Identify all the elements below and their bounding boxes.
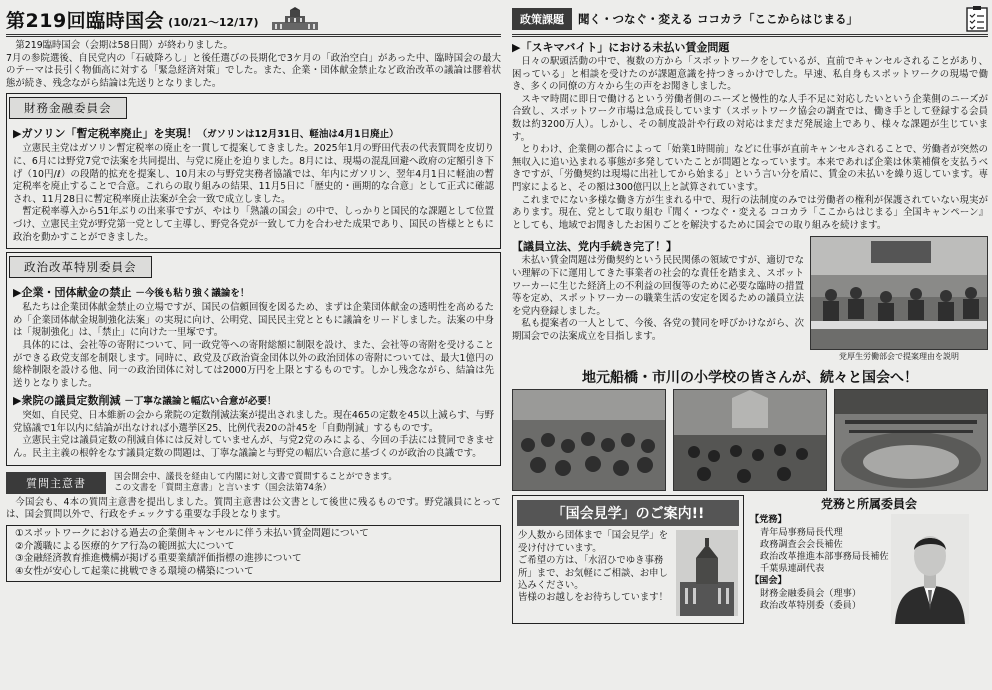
spot-work-paragraph-1: 日々の駅頭活動の中で、複数の方から「スポットワークをしているが、直前でキャンセルされることがあり、困っている」と相談を受けたのが課題意識を持つきっかけでした。早速、私自身もスポットワークの現場で働き、多くの同僚の方々から生の声をお聞きしました。 bbox=[512, 56, 988, 93]
diet-building-photo bbox=[676, 530, 738, 616]
donation-heading-text: ▶企業・団体献金の禁止 bbox=[13, 286, 132, 300]
gasoline-paragraph-1: 立憲民主党はガソリン暫定税率の廃止を一貫して提案してきました。2025年1月の野田代表の代表質問を皮切りに、6月には野党7党で法案を共同提出、与党に廃止を迫りました。8月には、現場の混乱回避へ政府の定額引き下げ（10円/ℓ）の段階的拡充を提案し、10月末の与野党実務者協議では、年内にガソリン、翌年4月1日に軽油の暫定税率を廃止することで合意。これらの取り組みの結果、11月5日に「歴史的・画期的な合意」として正式に確認され、11月28日に暫定税率廃止法案が全会一致で成立しました。 bbox=[13, 143, 494, 205]
party-roles-body bbox=[750, 514, 988, 624]
donation-heading bbox=[13, 285, 494, 301]
meeting-photo bbox=[810, 236, 988, 350]
diet-tour-box bbox=[512, 495, 744, 624]
seat-reduction-heading bbox=[13, 393, 494, 409]
political-reform-section bbox=[6, 252, 501, 466]
questions-list bbox=[6, 525, 501, 582]
bottom-row bbox=[512, 495, 988, 624]
member-portrait bbox=[891, 514, 969, 624]
donation-paragraph-2: 具体的には、会社等の寄附について、同一政党等への寄附総額に制限を設け、また、会社等の寄附を受けることができる政党支部を制限します。同時に、政党及び政治資金団体以外の政治団体の寄附については、最大1億円の総枠制限を設ける他、同一の政治団体に対しては2000万円を上限とするものです。しかし残念ながら、結論は先送りとなりました。 bbox=[13, 339, 494, 389]
spot-work-paragraph-2: スキマ時間に即日で働けるという労働者側のニーズと慢性的な人手不足に対応したいという企業側のニーズが合致し、スポットワーク市場は急成長しています（スポットワーク協会の調査では、働き手として登録する会員数は約3200万人）。しかし、その制度設計や行政の対応はまだまだ発展途上であり、様々な課題が生じています。 bbox=[512, 93, 988, 143]
party-label: 【党務】 bbox=[750, 514, 787, 526]
school-visit-banner: 地元船橋・市川の小学校の皆さんが、続々と国会へ！ bbox=[582, 370, 918, 387]
seat-reduction-paragraph-2: 立憲民主党は議員定数の削減自体には反対していませんが、与党2党のみによる、今回の手法には賛同できません。民主主義の根幹をなす議員定数の問題は、丁寧な議論と与野党の幅広い合意に基づくのが政治の良識です。 bbox=[13, 435, 494, 460]
party-roles-section bbox=[750, 495, 988, 624]
bill-section bbox=[512, 236, 988, 362]
party-roles-title: 党務と所属委員会 bbox=[820, 497, 917, 512]
list-item: ④女性が安心して起業に挑戦できる環境の構築について bbox=[15, 566, 254, 578]
seat-reduction-paragraph-1: 突如、自民党、日本維新の会から衆院の定数削減法案が提出されました。現在465の定数を45以上減らす、与野党協議で1年以内に結論が出なければ小選挙区25、比例代表20の計45を「自動削減」するものです。 bbox=[13, 410, 494, 434]
diet-building-icon bbox=[271, 7, 319, 31]
school-visit-photos bbox=[512, 389, 988, 491]
intro-text: 第219臨時国会（会期は58日間）が終わりました。 7月の参院選後、自民党内の「石破降ろし」と後任選びの長期化で3ケ月の「政治空白」があった中、臨時国会の最大のテーマは長引く物価高に対する「緊急経済対策」でした。また、企業・団体献金禁止など政治改革の議論は膠着状態が続き、残念ながら結論は先送りとなりました。 bbox=[6, 40, 501, 89]
bill-text-block bbox=[512, 236, 804, 362]
questions-tag: 質問主意書 bbox=[6, 472, 106, 494]
diet-tour-title: 「国会見学」のご案内!! bbox=[517, 500, 739, 526]
session-dates: (10/21～12/17) bbox=[168, 16, 259, 29]
policy-tag: 政策課題 bbox=[512, 8, 572, 30]
list-item: 千葉県連副代表 bbox=[760, 563, 825, 575]
questions-intro: 今国会も、4本の質問主意書を提出しました。質問主意書は公文書として後世に残るものです。野党議員にとっては、国会質問以外で、行政をチェックする重要な手段となります。 bbox=[6, 496, 501, 521]
spot-work-paragraph-3: とりわけ、企業側の都合によって「始業1時間前」などに仕事が直前キャンセルされることで、労働者が突然の無収入に追い込まれる事態が多発していたことが問題となっています。本来であれば企業は休業補償を支払うべきですが、「労働契約は現場に出社してから始まる」という言い分を盾に、賃金の未払いを繰り返しています。専門家によると、その額は300億円以上と試算されています。 bbox=[512, 144, 988, 193]
gasoline-heading-text: ▶ガソリン「暫定税率廃止」を実現！ bbox=[13, 127, 198, 141]
policy-campaign-title: 聞く・つなぐ・変える ココカラ「ここからはじまる」 bbox=[578, 12, 859, 26]
list-item: 政治改革特別委（委員） bbox=[760, 599, 862, 611]
finance-committee-banner: 財務金融委員会 bbox=[9, 97, 127, 119]
political-reform-banner: 政治改革特別委員会 bbox=[9, 256, 152, 278]
gasoline-paragraph-2: 暫定税率導入から51年ぶりの出来事ですが、やはり「熟議の国会」の中で、しっかりと国民的な課題として位置づけ、立憲民主党が野党第一党として主導し、野党各党が一致して力を合わせた成果であり、国民の皆様とともに政治を動かすことができました。 bbox=[13, 206, 494, 243]
right-column bbox=[512, 4, 988, 686]
spot-work-heading: ▶「スキマバイト」における未払い賃金問題 bbox=[512, 41, 730, 54]
donation-paragraph-1: 私たちは企業団体献金禁止の立場ですが、国民の信頼回復を図るため、まずは企業団体献金の透明性を高めるため「企業団体献金規制強化法案」の実現に向け、公明党、国民民主党とともに議論をリードしました。法案の中身は「規制強化」は、「禁止」に向けた一里塚です。 bbox=[13, 302, 494, 339]
photo-caption: 党厚生労働部会で提案理由を説明 bbox=[839, 352, 959, 362]
checklist-icon bbox=[966, 6, 988, 32]
list-item: ③金融経済教育推進機構が掲げる重要業績評価指標の進捗について bbox=[15, 553, 302, 565]
donation-heading-note: －今後も粘り強く議論を！ bbox=[135, 288, 250, 300]
spot-work-paragraph-4: これまでにない多様な働き方が生まれる中で、現行の法制度のみでは労働者の権利が保護されていない現実があります。現在、党として取り組む『聞く・つなぐ・変える ココカラ「ここからはじまる」全国キャンペーン』としても、地域でお聞きしたお困りごとを解決するために国会での取り組みを続けます。 bbox=[512, 194, 988, 231]
list-item: 政治改革推進本部事務局長補佐 bbox=[760, 550, 889, 562]
meeting-photo-block bbox=[810, 236, 988, 362]
bill-paragraph-2: 私も提案者の一人として、今後、各党の賛同を呼びかけながら、次期国会での法案成立を目指します。 bbox=[512, 318, 804, 342]
diet-tour-body bbox=[513, 530, 743, 616]
questions-note: 国会開会中、議長を経由して内閣に対し文書で質問することができます。 この文書を「質問主意書」と言います（国会法第74条） bbox=[114, 471, 397, 493]
gasoline-heading-note: （ガソリンは12月31日、軽油は4月1日廃止） bbox=[197, 129, 399, 141]
students-photo-1 bbox=[512, 389, 666, 491]
students-photo-2 bbox=[673, 389, 827, 491]
diet-label: 【国会】 bbox=[750, 575, 787, 587]
policy-header bbox=[512, 4, 988, 37]
list-item: ①スポットワークにおける過去の企業側キャンセルに伴う未払い賃金問題について bbox=[15, 527, 369, 539]
masthead bbox=[6, 4, 501, 37]
diet-tour-text: 少人数から団体まで「国会見学」を受け付けています。 ご希望の方は、「水沼ひでゆき事務所」まで、お気軽にご相談、お申し込みください。 皆様のお越しをお待ちしています！ bbox=[518, 530, 669, 604]
page-title: 第219回臨時国会 bbox=[6, 9, 165, 32]
bill-heading: 【議員立法、党内手続き完了！】 bbox=[512, 240, 677, 254]
gasoline-heading bbox=[13, 126, 494, 142]
list-item: ②介護職による医療的ケア行為の範囲拡大について bbox=[15, 540, 235, 552]
finance-committee-section bbox=[6, 93, 501, 249]
list-item: 財務金融委員会（理事） bbox=[760, 587, 862, 599]
party-roles-list bbox=[750, 514, 889, 624]
bill-paragraph-1: 未払い賃金問題は労働契約という民民関係の領域ですが、適切でない理解の下に運用してきた事業者の社会的な責任を踏まえ、スポットワーカーに生じた経済上の不利益の回復等のために必要な臨時の措置等を定め、スポットワーカーの職業生活の安定を図るための議員立法を党内登録しました。 bbox=[512, 255, 804, 317]
list-item: 青年局事務局長代理 bbox=[760, 526, 843, 538]
questions-header bbox=[6, 472, 501, 494]
students-photo-3 bbox=[834, 389, 988, 491]
seat-reduction-heading-text: ▶衆院の議員定数削減 bbox=[13, 394, 121, 408]
left-column bbox=[6, 4, 501, 686]
seat-reduction-heading-note: －丁寧な議論と幅広い合意が必要！ bbox=[124, 396, 277, 408]
list-item: 政務調査会会長補佐 bbox=[760, 538, 843, 550]
